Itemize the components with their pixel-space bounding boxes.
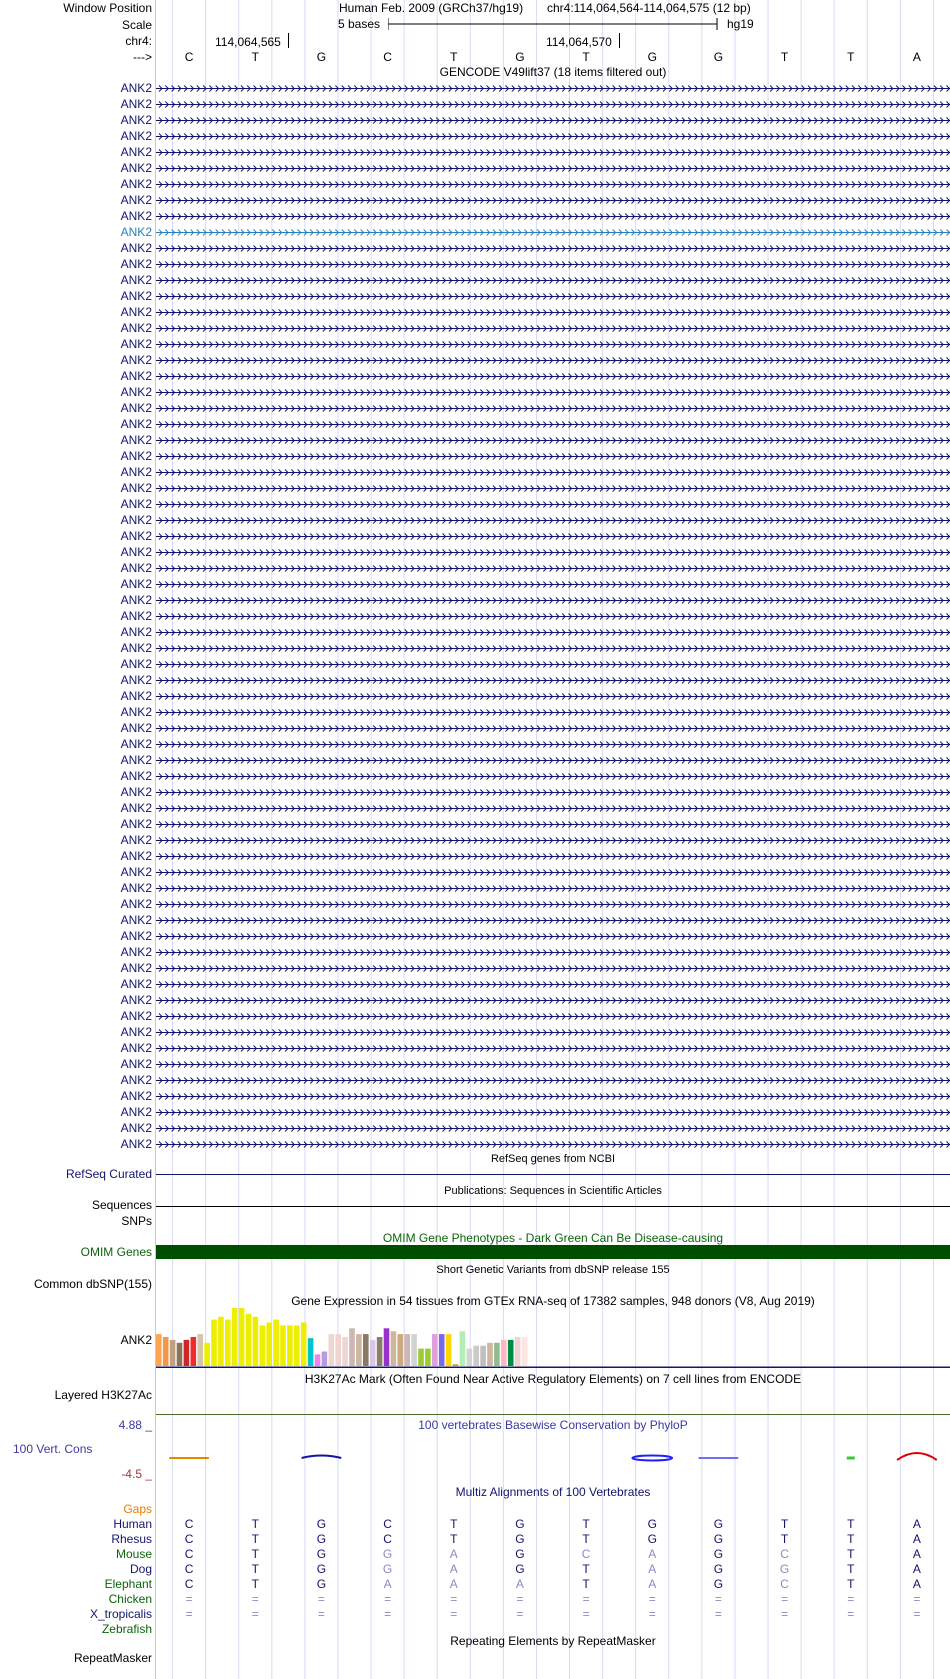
multiz-base: = — [251, 1607, 259, 1621]
gtex-tissue-bar — [446, 1334, 452, 1366]
gencode-transcript-label[interactable]: ANK2 — [120, 129, 152, 143]
sequence-base: G — [515, 50, 525, 64]
position-text[interactable]: chr4:114,064,564-114,064,575 (12 bp) — [547, 1, 751, 15]
coordinate-tick-1 — [288, 33, 289, 48]
gtex-tissue-bar — [404, 1334, 410, 1366]
gtex-tissue-bar — [239, 1308, 245, 1366]
gtex-tissue-bar — [163, 1337, 169, 1366]
gtex-tissue-bar — [460, 1331, 466, 1366]
gencode-transcript-label[interactable]: ANK2 — [120, 161, 152, 175]
multiz-base: T — [251, 1532, 259, 1546]
gtex-tissue-bar — [191, 1337, 197, 1366]
sequence-base: T — [251, 50, 259, 64]
multiz-base: A — [912, 1562, 921, 1576]
gencode-transcript-label[interactable]: ANK2 — [120, 97, 152, 111]
multiz-species-label[interactable]: Zebrafish — [101, 1622, 152, 1636]
gencode-transcript-label[interactable]: ANK2 — [120, 673, 152, 687]
h3k27ac-track-label[interactable]: Layered H3K27Ac — [54, 1388, 152, 1402]
strand-label: ---> — [133, 50, 152, 64]
multiz-base: G — [316, 1532, 327, 1546]
gencode-transcript-label[interactable]: ANK2 — [120, 401, 152, 415]
gencode-transcript-label[interactable]: ANK2 — [120, 865, 152, 879]
phylop-min-label: -4.5 _ — [121, 1467, 152, 1481]
omim-track-label[interactable]: OMIM Genes — [80, 1245, 152, 1259]
multiz-base: G — [647, 1532, 657, 1546]
gencode-transcript-label[interactable]: ANK2 — [120, 1057, 152, 1071]
refseq-gene-line[interactable] — [156, 1174, 950, 1175]
gencode-transcript-label[interactable]: ANK2 — [120, 369, 152, 383]
gtex-tissue-bar — [425, 1349, 431, 1366]
gtex-tissue-bar — [204, 1343, 210, 1366]
multiz-base: = — [317, 1607, 325, 1621]
gencode-transcript-label[interactable]: ANK2 — [120, 561, 152, 575]
gtex-tissue-bar — [335, 1334, 341, 1366]
multiz-base: G — [382, 1547, 393, 1561]
gencode-track-title[interactable]: GENCODE V49lift37 (18 items filtered out) — [439, 65, 667, 79]
multiz-base: = — [913, 1592, 921, 1606]
multiz-base: T — [251, 1577, 259, 1591]
multiz-species-label[interactable]: Elephant — [104, 1577, 152, 1591]
gencode-transcript-label[interactable]: ANK2 — [120, 577, 152, 591]
phylop-conservation-mark — [302, 1456, 342, 1459]
multiz-base: = — [450, 1607, 458, 1621]
gtex-tissue-bar — [473, 1346, 479, 1366]
omim-track-title[interactable]: OMIM Gene Phenotypes - Dark Green Can Be Disease-causing — [382, 1231, 724, 1245]
multiz-base: T — [847, 1517, 855, 1531]
refseq-track-title[interactable]: RefSeq genes from NCBI — [490, 1153, 616, 1165]
window-position-label: Window Position — [63, 1, 152, 15]
multiz-base: A — [912, 1517, 921, 1531]
gencode-transcript-label[interactable]: ANK2 — [120, 737, 152, 751]
phylop-track-label[interactable]: 100 Vert. Cons — [13, 1442, 93, 1456]
multiz-base: = — [847, 1607, 855, 1621]
multiz-base: C — [383, 1532, 392, 1546]
gencode-transcript-label[interactable]: ANK2 — [120, 1009, 152, 1023]
gencode-transcript-label[interactable]: ANK2 — [120, 289, 152, 303]
gtex-tissue-bar — [384, 1328, 390, 1366]
gencode-transcript-label[interactable]: ANK2 — [120, 417, 152, 431]
multiz-base: C — [581, 1547, 591, 1561]
sequence-base: C — [184, 50, 194, 64]
gtex-tissue-bar — [322, 1352, 328, 1367]
multiz-species-label[interactable]: Dog — [129, 1562, 152, 1576]
multiz-base: A — [449, 1547, 458, 1561]
gencode-transcript-label[interactable]: ANK2 — [120, 273, 152, 287]
sequence-base: T — [450, 50, 458, 64]
scale-bar — [388, 16, 718, 32]
multiz-base: T — [582, 1577, 590, 1591]
multiz-species-label[interactable]: Chicken — [108, 1592, 152, 1606]
gtex-tissue-bar — [280, 1325, 286, 1366]
coordinate-label-1: 114,064,565 — [215, 35, 281, 49]
multiz-base: T — [847, 1532, 855, 1546]
sequence-base: G — [713, 50, 724, 64]
multiz-base: T — [450, 1532, 458, 1546]
gtex-tissue-bar — [391, 1331, 397, 1366]
repeatmasker-track-title[interactable]: Repeating Elements by RepeatMasker — [450, 1634, 656, 1648]
gtex-expression-chart[interactable] — [156, 1306, 950, 1368]
gtex-tissue-bar — [494, 1343, 500, 1366]
gencode-transcript-label[interactable]: ANK2 — [120, 641, 152, 655]
refseq-track-label[interactable]: RefSeq Curated — [65, 1167, 152, 1181]
multiz-base: G — [316, 1577, 327, 1591]
multiz-base: G — [382, 1562, 393, 1576]
gencode-transcript-label[interactable]: ANK2 — [120, 897, 152, 911]
multiz-base: T — [847, 1577, 855, 1591]
gtex-tissue-bar — [266, 1323, 272, 1367]
gencode-transcript-label[interactable]: ANK2 — [120, 1041, 152, 1055]
scale-bases-text: 5 bases — [338, 17, 381, 31]
dbsnp-track-label[interactable]: Common dbSNP(155) — [33, 1277, 152, 1291]
multiz-base: C — [383, 1517, 392, 1531]
multiz-base: A — [449, 1562, 458, 1576]
gencode-transcript-label[interactable]: ANK2 — [120, 193, 152, 207]
gencode-transcript-label[interactable]: ANK2 — [120, 1121, 152, 1135]
multiz-base: = — [781, 1592, 789, 1606]
multiz-base: = — [251, 1592, 259, 1606]
phylop-track-title[interactable]: 100 vertebrates Basewise Conservation by PhyloP — [418, 1418, 688, 1432]
gtex-tissue-bar — [453, 1364, 459, 1366]
multiz-base: = — [781, 1607, 789, 1621]
multiz-base: T — [582, 1532, 590, 1546]
multiz-base: G — [316, 1547, 327, 1561]
gtex-tissue-bar — [501, 1340, 507, 1366]
phylop-max-label: 4.88 _ — [118, 1418, 152, 1432]
gencode-transcript-label[interactable]: ANK2 — [120, 449, 152, 463]
gencode-transcript-label[interactable]: ANK2 — [120, 1073, 152, 1087]
gencode-transcript-label[interactable]: ANK2 — [120, 625, 152, 639]
multiz-species-label[interactable]: Mouse — [115, 1547, 152, 1561]
gencode-transcript-label[interactable]: ANK2 — [120, 721, 152, 735]
gencode-transcript-label[interactable]: ANK2 — [120, 817, 152, 831]
gencode-transcript-label[interactable]: ANK2 — [120, 769, 152, 783]
multiz-base: A — [912, 1532, 921, 1546]
gencode-transcript-label[interactable]: ANK2 — [120, 849, 152, 863]
gencode-transcript-label[interactable]: ANK2 — [120, 1025, 152, 1039]
gtex-tissue-bar — [260, 1325, 266, 1366]
multiz-base: T — [251, 1562, 259, 1576]
multiz-base: = — [185, 1607, 193, 1621]
multiz-base: T — [780, 1517, 789, 1531]
gencode-transcript-label[interactable]: ANK2 — [120, 977, 152, 991]
gencode-transcript-label[interactable]: ANK2 — [120, 209, 152, 223]
multiz-base: = — [913, 1607, 921, 1621]
gencode-transcript-label[interactable]: ANK2 — [120, 113, 152, 127]
gencode-transcript-label[interactable]: ANK2 — [120, 241, 152, 255]
multiz-base: = — [714, 1592, 722, 1606]
gencode-transcript-label[interactable]: ANK2 — [120, 337, 152, 351]
multiz-species-label[interactable]: Human — [113, 1517, 152, 1531]
gtex-tissue-bar — [515, 1337, 521, 1366]
gencode-transcript-label[interactable]: ANK2 — [120, 145, 152, 159]
gtex-tissue-bar — [377, 1337, 383, 1366]
gencode-transcript-label[interactable]: ANK2 — [120, 689, 152, 703]
gencode-transcript-label[interactable]: ANK2 — [120, 705, 152, 719]
gencode-transcript-label[interactable]: ANK2 — [120, 785, 152, 799]
multiz-base: T — [847, 1547, 855, 1561]
multiz-base: A — [515, 1577, 524, 1591]
phylop-conservation-plot[interactable] — [156, 1446, 950, 1468]
gtex-tissue-bar — [218, 1317, 224, 1366]
multiz-base: T — [582, 1517, 590, 1531]
gencode-transcript-label[interactable]: ANK2 — [120, 81, 152, 95]
gtex-track-title[interactable]: Gene Expression in 54 tissues from GTEx RNA-seq of 17382 samples, 948 donors (V8, Aug 2019) — [291, 1294, 815, 1308]
multiz-base: = — [516, 1592, 524, 1606]
multiz-base: G — [515, 1562, 525, 1576]
gtex-tissue-bar — [467, 1349, 473, 1366]
multiz-base: G — [316, 1517, 327, 1531]
gtex-tissue-bar — [308, 1338, 314, 1366]
multiz-base: A — [648, 1577, 657, 1591]
gtex-tissue-bar — [253, 1317, 259, 1366]
multiz-base: C — [184, 1532, 194, 1546]
multiz-base: = — [648, 1607, 656, 1621]
multiz-base: T — [780, 1532, 789, 1546]
gencode-transcript-label[interactable]: ANK2 — [120, 321, 152, 335]
multiz-base: G — [713, 1577, 724, 1591]
dbsnp-track-title[interactable]: Short Genetic Variants from dbSNP release 155 — [436, 1264, 670, 1276]
gencode-transcript-label[interactable]: ANK2 — [120, 801, 152, 815]
multiz-base: = — [450, 1592, 458, 1606]
multiz-base: T — [251, 1547, 259, 1561]
multiz-species-label[interactable]: Gaps — [123, 1502, 152, 1516]
gtex-tissue-bar — [170, 1340, 176, 1366]
gtex-tissue-bar — [363, 1334, 369, 1366]
multiz-base: A — [912, 1577, 921, 1591]
gtex-tissue-bar — [225, 1320, 231, 1366]
sequence-base: G — [316, 50, 327, 64]
gencode-transcript-label[interactable]: ANK2 — [120, 833, 152, 847]
gencode-transcript-label[interactable]: ANK2 — [120, 177, 152, 191]
gtex-tissue-bar — [301, 1323, 307, 1367]
gtex-tissue-bar — [211, 1320, 217, 1366]
gtex-tissue-bar — [418, 1349, 424, 1366]
multiz-base: G — [713, 1547, 724, 1561]
multiz-base: = — [582, 1607, 590, 1621]
gencode-transcript-label[interactable]: ANK2 — [120, 961, 152, 975]
scale-label: Scale — [121, 18, 152, 32]
multiz-base: = — [317, 1592, 325, 1606]
multiz-base: = — [516, 1607, 524, 1621]
multiz-base: T — [251, 1517, 259, 1531]
repeatmasker-track-label[interactable]: RepeatMasker — [73, 1651, 152, 1665]
multiz-base: G — [779, 1562, 790, 1576]
multiz-base: = — [582, 1592, 590, 1606]
publications-sequence-line[interactable] — [156, 1206, 950, 1207]
multiz-base: A — [449, 1577, 458, 1591]
gtex-tissue-bar — [398, 1334, 404, 1366]
gencode-transcript-label[interactable]: ANK2 — [120, 609, 152, 623]
gencode-transcript-label[interactable]: ANK2 — [120, 657, 152, 671]
gtex-tissue-bar — [287, 1325, 293, 1366]
gencode-transcript-label[interactable]: ANK2 — [120, 1105, 152, 1119]
multiz-base: G — [515, 1517, 525, 1531]
gtex-tissue-bar — [294, 1325, 300, 1366]
gencode-transcript-label[interactable]: ANK2 — [120, 545, 152, 559]
gencode-transcript-label[interactable]: ANK2 — [120, 529, 152, 543]
gtex-tissue-bar — [356, 1334, 362, 1366]
multiz-base: G — [647, 1517, 657, 1531]
phylop-conservation-mark — [897, 1453, 937, 1460]
gencode-transcript-label[interactable]: ANK2 — [120, 465, 152, 479]
multiz-base: A — [383, 1577, 392, 1591]
multiz-base: = — [847, 1592, 855, 1606]
gencode-transcript-label[interactable]: ANK2 — [120, 497, 152, 511]
sequence-base: T — [780, 50, 789, 64]
multiz-species-label[interactable]: X_tropicalis — [89, 1607, 152, 1621]
multiz-base: G — [515, 1532, 525, 1546]
gencode-transcripts[interactable] — [156, 80, 950, 1150]
gtex-gene-label[interactable]: ANK2 — [120, 1333, 152, 1347]
gencode-transcript-label[interactable]: ANK2 — [120, 225, 152, 239]
gtex-tissue-bar — [197, 1334, 203, 1366]
gencode-transcript-label[interactable]: ANK2 — [120, 433, 152, 447]
gtex-tissue-bar — [480, 1346, 486, 1366]
gencode-transcript-label[interactable]: ANK2 — [120, 513, 152, 527]
gencode-transcript-label[interactable]: ANK2 — [120, 257, 152, 271]
gtex-tissue-bar — [370, 1340, 376, 1366]
multiz-base: = — [714, 1607, 722, 1621]
multiz-base: C — [184, 1517, 194, 1531]
multiz-base: T — [450, 1517, 458, 1531]
multiz-base: T — [847, 1562, 855, 1576]
gencode-transcript-label[interactable]: ANK2 — [120, 353, 152, 367]
gtex-tissue-bar — [487, 1343, 493, 1366]
gtex-tissue-bar — [522, 1337, 528, 1366]
multiz-base: = — [384, 1607, 392, 1621]
gtex-tissue-bar — [232, 1308, 238, 1366]
gtex-tissue-bar — [273, 1320, 279, 1366]
h3k27ac-baseline — [156, 1414, 950, 1415]
multiz-base: A — [648, 1562, 657, 1576]
gtex-tissue-bar — [156, 1334, 162, 1366]
publications-track-title[interactable]: Publications: Sequences in Scientific Articles — [444, 1185, 662, 1197]
multiz-base: A — [912, 1547, 921, 1561]
multiz-species-label[interactable]: Rhesus — [111, 1532, 152, 1546]
coordinate-label-2: 114,064,570 — [546, 35, 612, 49]
gencode-transcript-label[interactable]: ANK2 — [120, 385, 152, 399]
sequence-base: T — [582, 50, 590, 64]
h3k27ac-track-title[interactable]: H3K27Ac Mark (Often Found Near Active Regulatory Elements) on 7 cell lines from ENCODE — [304, 1372, 802, 1386]
multiz-base: C — [184, 1547, 194, 1561]
gtex-tissue-bar — [315, 1354, 321, 1366]
multiz-base: = — [384, 1592, 392, 1606]
omim-gene-bar[interactable] — [156, 1245, 950, 1259]
gencode-transcript-label[interactable]: ANK2 — [120, 945, 152, 959]
gencode-transcript-label[interactable]: ANK2 — [120, 753, 152, 767]
gencode-transcript-label[interactable]: ANK2 — [120, 913, 152, 927]
multiz-base: = — [648, 1592, 656, 1606]
assembly-text: Human Feb. 2009 (GRCh37/hg19) — [339, 1, 524, 15]
gencode-transcript-label[interactable]: ANK2 — [120, 881, 152, 895]
chrom-label: chr4: — [125, 34, 152, 48]
gtex-tissue-bar — [329, 1334, 335, 1366]
multiz-base: C — [780, 1547, 789, 1561]
multiz-base: G — [713, 1532, 724, 1546]
multiz-base: C — [780, 1577, 789, 1591]
sequence-base: A — [912, 50, 921, 64]
gtex-tissue-bar — [246, 1314, 252, 1366]
gtex-tissue-bar — [177, 1343, 183, 1366]
multiz-base: A — [648, 1547, 657, 1561]
gtex-tissue-bar — [342, 1337, 348, 1366]
multiz-track-title[interactable]: Multiz Alignments of 100 Vertebrates — [455, 1485, 651, 1499]
multiz-base: C — [184, 1577, 194, 1591]
multiz-base: G — [713, 1517, 724, 1531]
gencode-transcript-label[interactable]: ANK2 — [120, 993, 152, 1007]
gencode-transcript-label[interactable]: ANK2 — [120, 481, 152, 495]
multiz-base: G — [713, 1562, 724, 1576]
gencode-transcript-label[interactable]: ANK2 — [120, 593, 152, 607]
multiz-base: C — [184, 1562, 194, 1576]
coordinate-tick-2 — [619, 33, 620, 48]
gtex-tissue-bar — [432, 1334, 438, 1366]
gencode-transcript-label[interactable]: ANK2 — [120, 1137, 152, 1151]
multiz-base: = — [185, 1592, 193, 1606]
gtex-tissue-bar — [184, 1340, 190, 1366]
gtex-tissue-bar — [411, 1334, 417, 1366]
snps-label[interactable]: SNPs — [121, 1214, 152, 1228]
phylop-conservation-mark — [632, 1456, 672, 1461]
multiz-base: G — [316, 1562, 327, 1576]
multiz-base: T — [582, 1562, 590, 1576]
multiz-base: G — [515, 1547, 525, 1561]
gtex-tissue-bar — [439, 1334, 445, 1366]
gencode-transcript-label[interactable]: ANK2 — [120, 305, 152, 319]
gtex-tissue-bar — [508, 1340, 514, 1366]
gtex-tissue-bar — [349, 1328, 355, 1366]
sequence-base: G — [647, 50, 657, 64]
sequences-label[interactable]: Sequences — [91, 1198, 152, 1212]
gencode-transcript-label[interactable]: ANK2 — [120, 1089, 152, 1103]
scale-assembly-text: hg19 — [727, 17, 754, 31]
sequence-base: T — [847, 50, 855, 64]
sequence-base: C — [383, 50, 392, 64]
gencode-transcript-label[interactable]: ANK2 — [120, 929, 152, 943]
